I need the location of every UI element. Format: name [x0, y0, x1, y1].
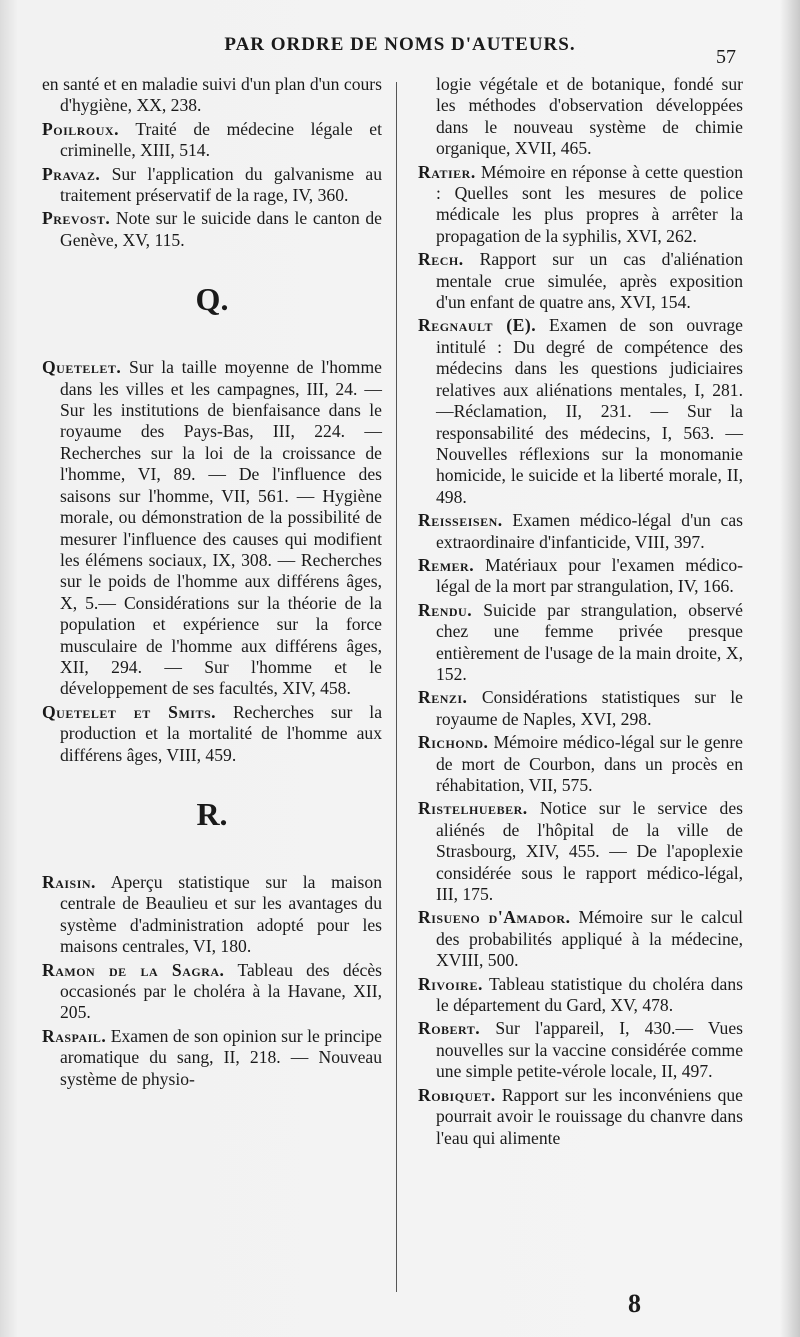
- running-head: PAR ORDRE DE NOMS D'AUTEURS.: [224, 34, 576, 55]
- author-name: Reisseisen.: [418, 510, 503, 531]
- author-name: Robert.: [418, 1018, 481, 1039]
- index-entry: Ratier. Mémoire en réponse à cette question : Quelles sont les mesures de police médicale les plus propres à arrêter la propagation de la syphilis, XVI, 262.: [418, 161, 743, 246]
- index-entry-continuation: logie végétale et de botanique, fondé sur les méthodes d'observation développées dans le nouveau système de chimie organique, XVII, 465.: [436, 74, 743, 159]
- page-number: 57: [716, 46, 736, 68]
- author-name: Raspail.: [42, 1025, 107, 1046]
- author-name: Raisin.: [42, 871, 96, 892]
- author-name: Risueno d'Amador.: [418, 907, 571, 928]
- index-entry: Rendu. Suicide par strangulation, observé chez une femme privée presque entièrement de l'usage de la main droite, X, 152.: [418, 599, 743, 684]
- index-entry: Pravaz. Sur l'application du galvanisme au traitement préservatif de la rage, IV, 360.: [42, 163, 382, 206]
- index-entry: Regnault (E). Examen de son ouvrage intitulé : Du degré de compétence des médecins dans les questions judiciaires relatives aux aliénations mentales, I, 281. —Réclamation, II, 231. — Sur la responsabilité des médecins, I, 563. — Nouvelles réflexions sur la monomanie homicide, le suicide et la liberté morale, II, 498.: [418, 315, 743, 507]
- author-name: Ristelhueber.: [418, 798, 528, 819]
- index-entry: Raisin. Aperçu statistique sur la maison centrale de Beaulieu et sur les avantages du système d'administration adopté pour les maisons centrales, VI, 180.: [42, 871, 382, 957]
- author-name: Rech.: [418, 249, 464, 270]
- index-entry: Remer. Matériaux pour l'examen médico-légal de la mort par strangulation, IV, 166.: [418, 554, 743, 597]
- author-name: Robiquet.: [418, 1084, 496, 1105]
- author-name: Pravaz.: [42, 163, 101, 184]
- index-entry: Richond. Mémoire médico-légal sur le genre de mort de Courbon, dans un procès en réhabitation, VII, 575.: [418, 732, 743, 795]
- author-name: Richond.: [418, 732, 489, 753]
- index-entry: en santé et en maladie suivi d'un plan d'un cours d'hygiène, XX, 238.: [42, 74, 382, 116]
- author-name: Ramon de la Sagra.: [42, 959, 225, 980]
- index-entry: Rivoire. Tableau statistique du choléra dans le département du Gard, XV, 478.: [418, 973, 743, 1016]
- author-name: Ratier.: [418, 161, 476, 182]
- index-entry: Reisseisen. Examen médico-légal d'un cas extraordinaire d'infanticide, VIII, 397.: [418, 510, 743, 552]
- index-entry: Risueno d'Amador. Mémoire sur le calcul des probabilités appliqué à la médecine, XVIII, 500.: [418, 907, 743, 971]
- author-name: Quetelet et Smits.: [42, 701, 217, 722]
- author-name: Remer.: [418, 554, 475, 575]
- author-name: Renzi.: [418, 687, 468, 708]
- index-entry: Quetelet. Sur la taille moyenne de l'homme dans les villes et les campagnes, III, 24. — Sur les institutions de bienfaisance dans le royaume des Pays-Bas, III, 224. — Recherches sur la loi de la croissance de l'homme, VI, 89. — De l'influence des saisons sur l'homme, VII, 561. — Hygiène morale, ou démonstration de la possibilité de mesurer l'influence des causes qui modifient les élémens sociaux, IX, 308. — Recherches sur le poids de l'homme aux différens âges, X, 5.— Considérations sur la théorie de la population et expérience sur la force musculaire de l'homme aux différens âges, XII, 294. — Sur l'homme et le développement de ses facultés, XIV, 458.: [42, 357, 382, 699]
- index-entry: Renzi. Considérations statistiques sur le royaume de Naples, XVI, 298.: [418, 687, 743, 729]
- right-column: [418, 74, 743, 1151]
- signature-mark: 8: [628, 1289, 641, 1318]
- index-entry: Poilroux. Traité de médecine légale et criminelle, XIII, 514.: [42, 118, 382, 161]
- left-column: [42, 74, 382, 1092]
- author-name: Rendu.: [418, 599, 473, 620]
- index-entry: Quetelet et Smits. Recherches sur la production et la mortalité de l'homme aux différens âges, VIII, 459.: [42, 701, 383, 765]
- author-name: Regnault (E).: [418, 315, 537, 336]
- index-entry: Robiquet. Rapport sur les inconvéniens que pourrait avoir le rouissage du chanvre dans l'eau qui alimente: [418, 1084, 743, 1148]
- index-entry: Raspail. Examen de son opinion sur le principe aromatique du sang, II, 218. — Nouveau système de physio-: [42, 1025, 382, 1089]
- index-entry: Ramon de la Sagra. Tableau des décès occasionés par le choléra à la Havane, XII, 205.: [42, 959, 382, 1023]
- author-name: Rivoire.: [418, 973, 483, 994]
- index-entry: Prevost. Note sur le suicide dans le canton de Genève, XV, 115.: [42, 208, 382, 250]
- author-name: Quetelet.: [42, 357, 122, 378]
- author-name: Prevost.: [42, 208, 111, 229]
- index-entry: Rech. Rapport sur un cas d'aliénation mentale crue simulée, après exposition d'un enfant de quatre ans, XVI, 154.: [418, 249, 743, 313]
- index-entry: Ristelhueber. Notice sur le service des aliénés de l'hôpital de la ville de Strasbourg, XIV, 455. — De l'apoplexie considérée sous le rapport médico-légal, III, 175.: [418, 798, 743, 905]
- column-divider: [396, 82, 397, 1292]
- section-letter-r: R.: [196, 795, 228, 832]
- index-entry: Robert. Sur l'appareil, I, 430.— Vues nouvelles sur la vaccine considérée comme une simple petite-vérole locale, II, 497.: [418, 1018, 743, 1082]
- author-name: Poilroux.: [42, 118, 119, 139]
- section-letter-q: Q.: [195, 281, 229, 318]
